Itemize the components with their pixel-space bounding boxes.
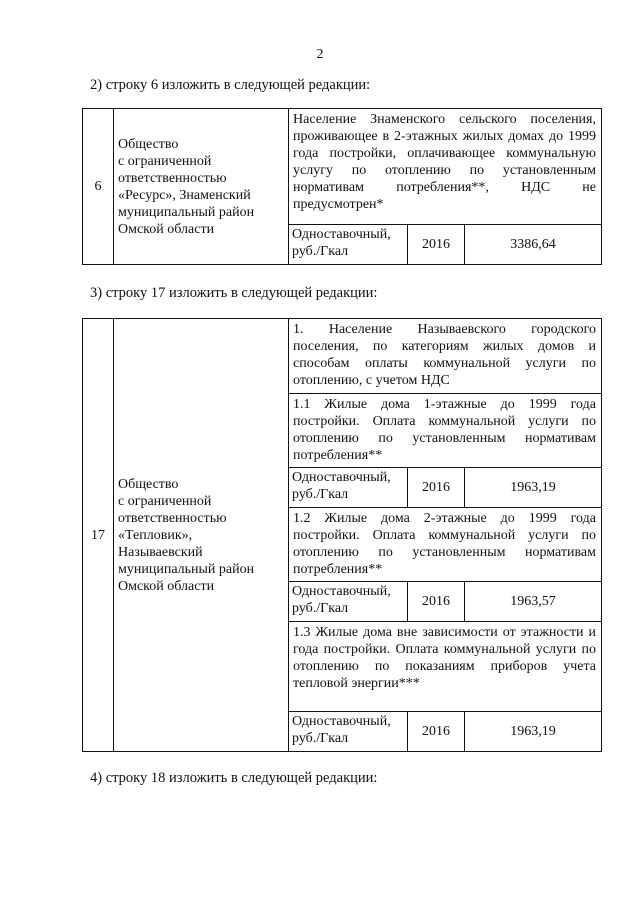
org-line: муниципальный район: [118, 204, 255, 220]
tariff-type-line: Одноставочный,: [292, 227, 391, 242]
org-line: Общество: [118, 476, 179, 492]
subitem-description: 1.2 Жилые дома 2-этажные до 1999 года постройки. Оплата коммунальной услуги по отоплению по установленным нормативам потребления**: [289, 508, 602, 582]
instruction-row-17: 3) строку 17 изложить в следующей редакции:: [90, 285, 378, 301]
organization-cell: [114, 319, 289, 752]
org-line: Общество: [118, 136, 179, 152]
tariff-value: 1963,57: [465, 582, 602, 622]
consumer-description: Население Знаменского сельского поселения, проживающее в 2-этажных жилых домах до 1999 года постройки, оплачивающее коммунальную услугу по отоплению по установленным нормативам потребления**, НДС не предусмотрен*: [289, 109, 602, 225]
org-line: ответственностью: [118, 510, 227, 526]
tariff-year: 2016: [408, 225, 465, 265]
tariff-unit-line: руб./Гкал: [292, 244, 349, 259]
tariff-year: 2016: [408, 712, 465, 752]
table-row-6: [82, 108, 602, 265]
tariff-unit-line: руб./Гкал: [292, 487, 349, 502]
tariff-unit-line: руб./Гкал: [292, 731, 349, 746]
tariff-type-cell: [289, 225, 408, 265]
subitem-description: 1.3 Жилые дома вне зависимости от этажности и года постройки. Оплата коммунальной услуги по отоплению по показаниям приборов учета тепловой энергии***: [289, 622, 602, 712]
tariff-value: 1963,19: [465, 468, 602, 508]
tariff-type-cell: [289, 712, 408, 752]
tariff-year: 2016: [408, 468, 465, 508]
tariff-value: 1963,19: [465, 712, 602, 752]
tariff-unit-line: руб./Гкал: [292, 601, 349, 616]
table-row-17: [82, 318, 602, 752]
org-line: Называевский: [118, 544, 203, 560]
row-number: 17: [83, 319, 114, 752]
org-line: с ограниченной: [118, 493, 212, 509]
org-line: «Тепловик»,: [118, 527, 193, 543]
page-number: 2: [316, 47, 324, 62]
tariff-year: 2016: [408, 582, 465, 622]
org-line: Омской области: [118, 221, 215, 237]
tariff-type-cell: [289, 582, 408, 622]
org-line: муниципальный район: [118, 561, 255, 577]
tariff-type-line: Одноставочный,: [292, 714, 391, 729]
org-line: «Ресурс», Знаменский: [118, 187, 251, 203]
organization-cell: [114, 109, 289, 265]
category-header-description: 1. Население Называевского городского поселения, по категориям жилых домов и способам оплаты коммунальной услуги по отоплению, с учетом НДС: [289, 319, 602, 394]
subitem-description: 1.1 Жилые дома 1-этажные до 1999 года постройки. Оплата коммунальной услуги по отоплению по установленным нормативам потребления**: [289, 394, 602, 468]
tariff-type-line: Одноставочный,: [292, 470, 391, 485]
org-line: ответственностью: [118, 170, 227, 186]
instruction-row-6: 2) строку 6 изложить в следующей редакции:: [90, 77, 371, 93]
tariff-type-line: Одноставочный,: [292, 584, 391, 599]
tariff-value: 3386,64: [465, 225, 602, 265]
tariff-type-cell: [289, 468, 408, 508]
row-number: 6: [83, 109, 114, 265]
org-line: с ограниченной: [118, 153, 212, 169]
org-line: Омской области: [118, 578, 215, 594]
instruction-row-18: 4) строку 18 изложить в следующей редакции:: [90, 770, 378, 786]
